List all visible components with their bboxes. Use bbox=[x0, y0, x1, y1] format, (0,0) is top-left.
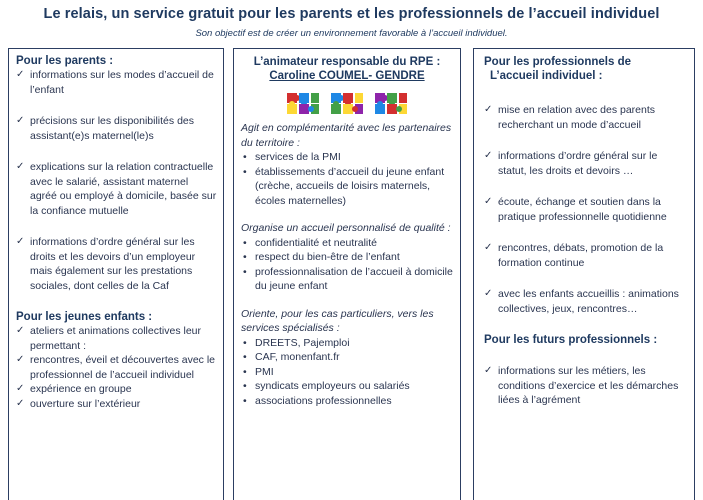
list-item-text: associations professionnelles bbox=[255, 394, 392, 407]
bullet-icon: • bbox=[243, 394, 247, 407]
check-icon: ✓ bbox=[16, 354, 25, 365]
bullet-icon: • bbox=[243, 236, 247, 249]
parents-panel bbox=[8, 48, 224, 500]
list-item bbox=[241, 336, 453, 351]
check-icon: ✓ bbox=[16, 115, 25, 126]
page-subtitle: Son objectif est de créer un environnement favorable à l’accueil individuel. bbox=[195, 28, 508, 39]
list-item-text: informations d’ordre général sur le statut, les droits et devoirs … bbox=[498, 150, 658, 177]
partners-intro: Agit en complémentarité avec les partenaires du territoire : bbox=[241, 122, 452, 149]
animator-heading: L’animateur responsable du RPE : bbox=[253, 56, 441, 68]
list-item-text: respect du bien-être de l’enfant bbox=[255, 251, 400, 263]
check-icon: ✓ bbox=[16, 161, 25, 172]
list-item bbox=[484, 149, 688, 178]
bullet-icon: • bbox=[243, 265, 247, 278]
list-item bbox=[241, 265, 453, 294]
list-item-text: établissements d’accueil du jeune enfant (crèche, accueils de loisirs maternels, écoles maternelles) bbox=[255, 165, 445, 207]
list-item bbox=[484, 364, 688, 408]
bullet-icon: • bbox=[243, 165, 247, 178]
list-item bbox=[241, 250, 453, 265]
animator-name: Caroline COUMEL- GENDRE bbox=[269, 70, 425, 82]
orientation-intro: Oriente, pour les cas particuliers, vers les services spécialisés : bbox=[241, 307, 434, 334]
bullet-icon: • bbox=[243, 251, 247, 263]
check-icon: ✓ bbox=[484, 242, 493, 253]
list-item-text: rencontres, éveil et découvertes avec le professionnel de l’accueil individuel bbox=[30, 354, 216, 381]
puzzle-icon bbox=[329, 89, 365, 117]
list-item-text: informations d’ordre général sur les droits et les devoirs d’un employeur mais également sur les prestations sociales, dont celles de la Caf bbox=[30, 236, 196, 292]
list-item-text: services de la PMI bbox=[255, 151, 341, 163]
list-item-text: professionnalisation de l’accueil à domicile du jeune enfant bbox=[255, 265, 453, 292]
list-item bbox=[16, 397, 217, 412]
list-item-text: syndicats employeurs ou salariés bbox=[255, 380, 410, 392]
check-icon: ✓ bbox=[484, 196, 493, 207]
list-item bbox=[484, 103, 688, 132]
bullet-icon: • bbox=[243, 351, 247, 363]
list-item bbox=[16, 382, 217, 397]
list-item-text: informations sur les modes d’accueil de l’enfant bbox=[30, 69, 214, 96]
puzzle-icon bbox=[373, 89, 409, 117]
check-icon: ✓ bbox=[16, 397, 25, 409]
list-item-text: PMI bbox=[255, 365, 274, 378]
bullet-icon: • bbox=[243, 365, 247, 378]
list-item-text: écoute, échange et soutien dans la pratique professionnelle quotidienne bbox=[498, 196, 667, 223]
parents-heading: Pour les parents : bbox=[16, 55, 114, 67]
puzzle-pieces-illustration bbox=[241, 89, 453, 117]
puzzle-icon bbox=[285, 89, 321, 117]
list-item bbox=[241, 379, 453, 394]
check-icon: ✓ bbox=[484, 288, 493, 299]
list-item bbox=[16, 235, 217, 293]
list-item bbox=[241, 365, 453, 380]
list-item bbox=[241, 236, 453, 251]
children-heading: Pour les jeunes enfants : bbox=[16, 311, 153, 323]
list-item bbox=[241, 350, 453, 365]
check-icon: ✓ bbox=[16, 69, 25, 80]
list-item-text: expérience en groupe bbox=[30, 383, 132, 395]
check-icon: ✓ bbox=[16, 383, 25, 394]
list-item bbox=[241, 165, 453, 209]
check-icon: ✓ bbox=[16, 325, 25, 336]
list-item-text: confidentialité et neutralité bbox=[255, 236, 377, 249]
list-item-text: informations sur les métiers, les conditions d’exercice et les démarches liées à l’agrément bbox=[498, 365, 679, 406]
list-item bbox=[484, 241, 688, 270]
quality-intro: Organise un accueil personnalisé de qualité : bbox=[241, 222, 451, 234]
list-item-text: mise en relation avec des parents recherchant un mode d’accueil bbox=[498, 104, 656, 131]
list-item-text: ouverture sur l’extérieur bbox=[30, 397, 141, 410]
list-item-text: avec les enfants accueillis : animations collectives, jeux, rencontres… bbox=[498, 288, 679, 315]
future-professionals-heading: Pour les futurs professionnels : bbox=[484, 334, 658, 346]
list-item-text: rencontres, débats, promotion de la formation continue bbox=[498, 242, 664, 269]
list-item-text: ateliers et animations collectives leur permettant : bbox=[30, 325, 201, 352]
list-item-text: explications sur la relation contractuelle avec le salarié, assistant maternel agréé ou employé à domicile, basée sur la confiance mutuelle bbox=[30, 161, 217, 217]
list-item-text: CAF, monenfant.fr bbox=[255, 351, 340, 363]
bullet-icon: • bbox=[243, 151, 247, 163]
list-item bbox=[16, 353, 217, 382]
check-icon: ✓ bbox=[484, 104, 493, 115]
professionals-heading-line2: L’accueil individuel : bbox=[490, 70, 603, 82]
professionals-panel bbox=[473, 48, 695, 500]
list-item bbox=[16, 324, 217, 353]
animator-panel bbox=[233, 48, 461, 500]
list-item bbox=[241, 394, 453, 409]
list-item bbox=[484, 287, 688, 316]
list-item bbox=[241, 150, 453, 165]
list-item bbox=[16, 114, 217, 143]
bullet-icon: • bbox=[243, 380, 247, 392]
check-icon: ✓ bbox=[484, 365, 493, 376]
list-item bbox=[484, 195, 688, 224]
list-item bbox=[16, 68, 217, 97]
bullet-icon: • bbox=[243, 336, 247, 349]
list-item-text: précisions sur les disponibilités des assistant(e)s maternel(le)s bbox=[30, 115, 194, 142]
list-item-text: DREETS, Pajemploi bbox=[255, 336, 350, 349]
check-icon: ✓ bbox=[16, 236, 25, 247]
check-icon: ✓ bbox=[484, 150, 493, 161]
list-item bbox=[16, 160, 217, 218]
professionals-heading-line1: Pour les professionnels de bbox=[484, 56, 631, 68]
page-title: Le relais, un service gratuit pour les parents et les professionnels de l’accueil individuel bbox=[43, 6, 660, 22]
